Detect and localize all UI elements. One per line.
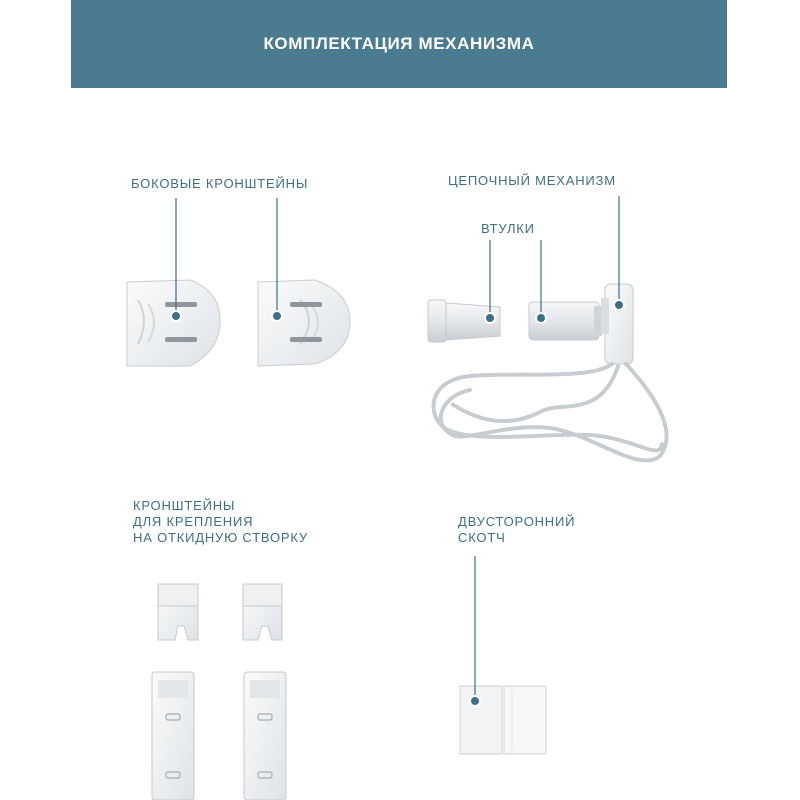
- label-chain-mechanism: ЦЕПОЧНЫЙ МЕХАНИЗМ: [448, 173, 616, 188]
- sash-holder-right: [244, 672, 286, 800]
- sash-clip-right: [243, 584, 282, 640]
- label-sash-brackets-line3: НА ОТКИДНУЮ СТВОРКУ: [133, 530, 308, 545]
- label-sash-brackets-line1: КРОНШТЕЙНЫ: [133, 498, 236, 513]
- side-bracket-left: [127, 280, 220, 366]
- pointer-dot: [470, 696, 480, 706]
- label-side-brackets: БОКОВЫЕ КРОНШТЕЙНЫ: [131, 176, 309, 191]
- side-bracket-right: [258, 280, 350, 366]
- sash-holder-left: [152, 672, 194, 800]
- pointer-dot: [536, 313, 546, 323]
- pointer-dot: [485, 313, 495, 323]
- pointer-dot: [272, 311, 282, 321]
- label-bushings: ВТУЛКИ: [481, 221, 535, 236]
- pointer-dot: [614, 300, 624, 310]
- page-title: КОМПЛЕКТАЦИЯ МЕХАНИЗМА: [263, 34, 535, 53]
- sash-clip-left: [158, 584, 198, 640]
- label-sash-brackets-line2: ДЛЯ КРЕПЛЕНИЯ: [133, 514, 254, 529]
- pointer-dot: [171, 311, 181, 321]
- label-tape-line1: ДВУСТОРОННИЙ: [458, 514, 576, 529]
- chain-mechanism: [601, 284, 633, 364]
- bead-chain: [434, 364, 667, 460]
- label-tape-line2: СКОТЧ: [458, 530, 506, 545]
